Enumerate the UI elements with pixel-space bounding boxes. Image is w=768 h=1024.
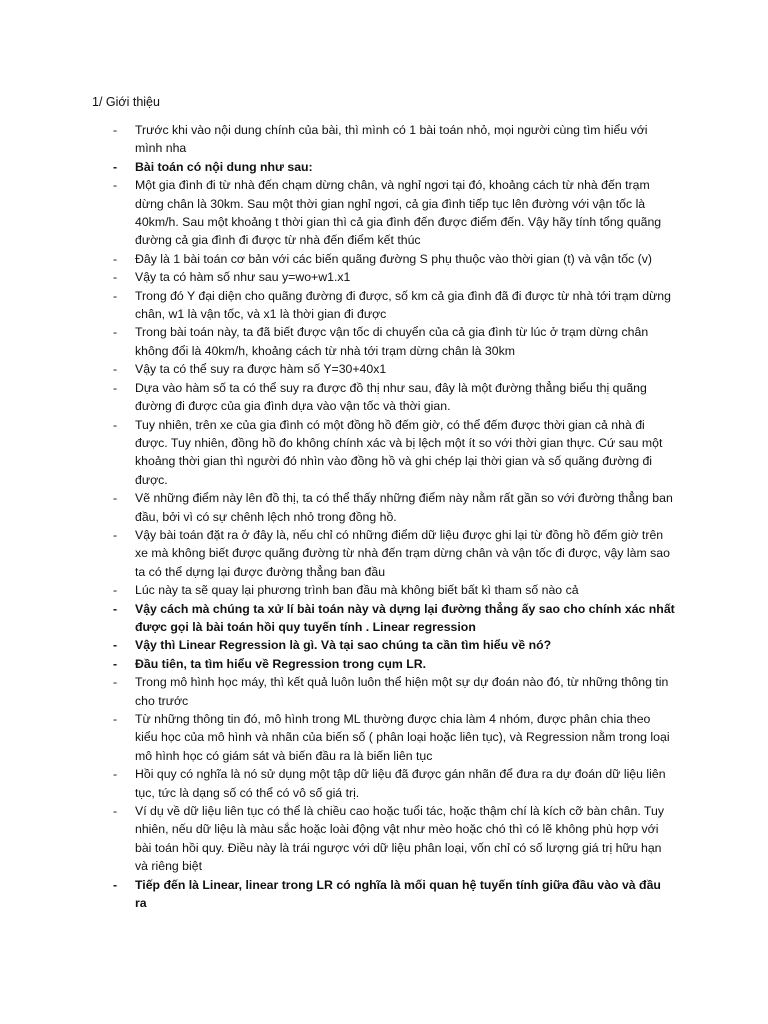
list-item-text: Đây là 1 bài toán cơ bản với các biến quãng đường S phụ thuộc vào thời gian (t) và vận tốc (v) <box>135 251 652 266</box>
list-item-text: Trước khi vào nội dung chính của bài, thì mình có 1 bài toán nhỏ, mọi người cùng tìm hiểu với mình nha <box>135 123 648 156</box>
list-item-text: Vậy thì Linear Regression là gì. Và tại sao chúng ta cần tìm hiểu về nó? <box>135 638 552 653</box>
list-item <box>113 581 675 599</box>
bullet-dash: - <box>113 251 118 266</box>
bullet-dash: - <box>113 123 118 137</box>
bullet-dash: - <box>113 362 118 377</box>
list-item-text: Vậy ta có thể suy ra được hàm số Y=30+40x1 <box>135 362 387 377</box>
bullet-dash: - <box>113 601 118 616</box>
bullet-dash: - <box>113 656 118 671</box>
list-item-text: Trong bài toán này, ta đã biết được vận tốc di chuyển của cả gia đình từ lúc ở trạm dừng chân không đổi là 40km/h, khoảng cách từ nhà tới trạm dừng chân là 30km <box>135 325 649 358</box>
bullet-dash: - <box>113 804 118 819</box>
bullet-dash: - <box>113 417 118 432</box>
list-item <box>113 802 675 876</box>
bullet-list <box>0 121 768 912</box>
bullet-dash: - <box>113 767 118 782</box>
bullet-dash: - <box>113 270 118 285</box>
bullet-dash: - <box>113 380 118 395</box>
bullet-dash: - <box>113 491 118 506</box>
bullet-dash: - <box>113 712 118 726</box>
bullet-dash: - <box>113 583 118 598</box>
list-item <box>113 673 675 710</box>
list-item-text: Vậy bài toán đặt ra ở đây là, nếu chỉ có những điểm dữ liệu được ghi lại từ đồng hồ đếm giờ trên xe mà không biết được quãng đường từ nhà đến trạm dừng chân và vận tốc đi được, vậy làm sao ta có thể dựng lại được đường thẳng ban đầu <box>135 527 670 579</box>
bullet-dash: - <box>113 877 118 892</box>
list-item <box>113 489 675 526</box>
list-item-text: Hồi quy có nghĩa là nó sử dụng một tập dữ liệu đã được gán nhãn để đưa ra dự đoán dữ liệu liên tục, tức là dạng số có thể có vô số giá trị. <box>135 767 666 800</box>
list-item-text: Dựa vào hàm số ta có thể suy ra được đồ thị như sau, đây là một đường thẳng biểu thị quãng đường đi được của gia đình dựa vào vận tốc và thời gian. <box>135 380 647 414</box>
list-item <box>113 876 675 913</box>
list-item-text: Đầu tiên, ta tìm hiểu về Regression trong cụm LR. <box>135 656 427 671</box>
list-item <box>113 636 675 654</box>
list-item-text: Vậy ta có hàm số như sau y=wo+w1.x1 <box>135 270 351 285</box>
list-item <box>113 526 675 581</box>
list-item <box>113 765 675 802</box>
list-item-text: Vậy cách mà chúng ta xử lí bài toán này và dựng lại đường thẳng ấy sao cho chính xác nhất được gọi là bài toán hồi quy tuyến tính . Linear regression <box>135 601 675 634</box>
bullet-dash: - <box>113 638 118 653</box>
bullet-dash: - <box>113 675 118 690</box>
list-item <box>113 268 675 286</box>
bullet-dash: - <box>113 527 118 542</box>
list-item-text: Tiếp đến là Linear, linear trong LR có nghĩa là mối quan hệ tuyến tính giữa đầu vào và đầu ra <box>135 877 661 911</box>
bullet-dash: - <box>113 288 118 303</box>
bullet-dash: - <box>113 178 118 193</box>
list-item <box>113 655 675 673</box>
list-item <box>113 379 675 416</box>
list-item-text: Ví dụ về dữ liệu liên tục có thể là chiều cao hoặc tuổi tác, hoặc thậm chí là kích cỡ bàn chân. Tuy nhiên, nếu dữ liệu là màu sắc hoặc loài động vật như mèo hoặc chó thì có lẽ không phù hợp với bài toán hồi quy. Điều này là trái ngược với dữ liệu phân loại, vốn chỉ có số lượng giá trị hữu hạn và riêng biệt <box>135 804 664 874</box>
list-item-text: Vẽ những điểm này lên đồ thị, ta có thể thấy những điểm này nằm rất gần so với đường thẳng ban đầu, bởi vì có sự chênh lệch nhỏ trong đồng hồ. <box>135 491 673 524</box>
list-item-text: Trong đó Y đại diện cho quãng đường đi được, số km cả gia đình đã đi được từ nhà tới trạm dừng chân, w1 là vận tốc, và x1 là thời gian đi được <box>135 288 671 322</box>
list-item <box>113 287 675 324</box>
list-item <box>113 710 675 765</box>
list-item-text: Lúc này ta sẽ quay lại phương trình ban đầu mà không biết bất kì tham số nào cả <box>135 583 579 598</box>
list-item-text: Từ những thông tin đó, mô hình trong ML thường được chia làm 4 nhóm, được phân chia theo kiểu học của mô hình và nhãn của biến số ( phân loại hoặc liên tục), và Regression nằm trong loại mô hình học có giám sát và biến đầu ra là biến liên tục <box>135 712 670 763</box>
list-item <box>113 121 675 158</box>
list-item <box>113 176 675 250</box>
list-item <box>113 416 675 490</box>
list-item <box>113 600 675 637</box>
list-item-text: Một gia đình đi từ nhà đến chạm dừng chân, và nghỉ ngơi tại đó, khoảng cách từ nhà đến trạm dừng chân là 30km. Sau một thời gian nghỉ ngơi, cả gia đình tiếp tục lên đường với vận tốc là 40km/h. Sau một khoảng t thời gian thì cả gia đình đến được điểm đến. Vậy hãy tính tổng quãng đường cả gia đình đi được từ nhà đến điểm kết thúc <box>135 178 662 248</box>
list-item-text: Tuy nhiên, trên xe của gia đình có một đồng hồ đếm giờ, có thể đếm được thời gian cả nhà đi được. Tuy nhiên, đồng hồ đo không chính xác và bị lệch một ít so với thời gian thực. Cứ sau một khoảng thời gian thì người đó nhìn vào đồng hồ và ghi chép lại thời gian và số quãng đường đi được. <box>135 417 663 487</box>
list-item-text: Bài toán có nội dung như sau: <box>135 159 313 174</box>
list-item <box>113 360 675 378</box>
list-item <box>113 250 675 268</box>
section-heading: 1/ Giới thiệu <box>92 95 160 109</box>
bullet-dash: - <box>113 325 118 340</box>
list-item-text: Trong mô hình học máy, thì kết quả luôn luôn thể hiện một sự dự đoán nào đó, từ những thông tin cho trước <box>135 675 669 708</box>
list-item <box>113 323 675 360</box>
bullet-dash: - <box>113 159 118 174</box>
list-item <box>113 158 675 176</box>
